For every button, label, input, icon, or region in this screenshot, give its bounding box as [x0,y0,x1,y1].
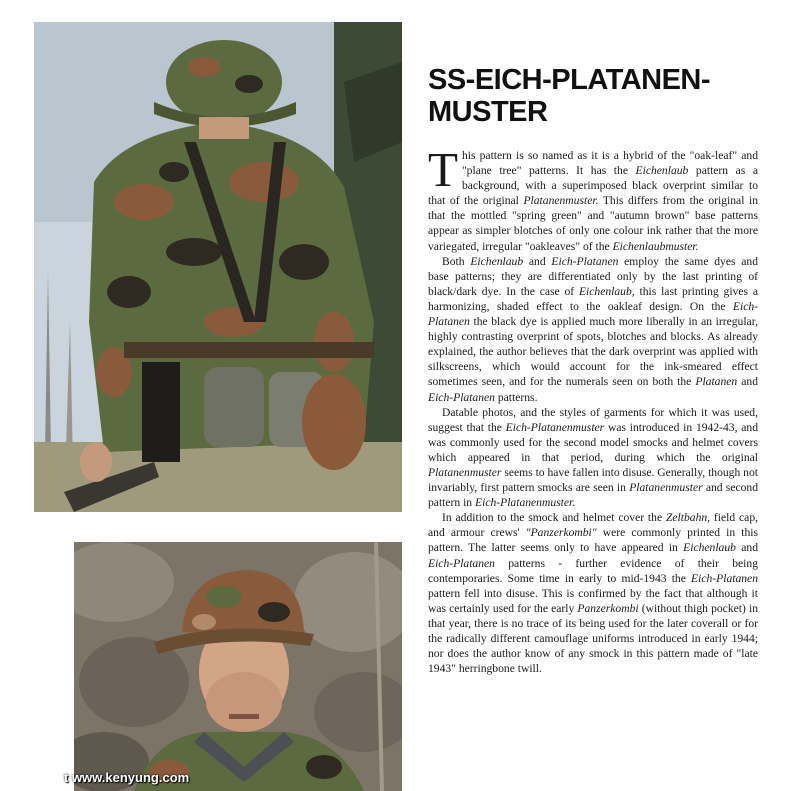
body-text [428,142,759,676]
text-run: Platanenmuster [629,481,703,495]
text-run: Eichenlaub, [578,284,635,298]
text-run: Eich-Platanen [551,254,619,268]
photo-field-cap [74,542,402,791]
text-run: pattern as a background, with a superimposed black overprint similar to that of the original [428,164,759,208]
text-run: employ the same dyes and base patterns; they are differentiated only by the last printing of black/dark dye. In the case of [428,254,758,298]
text-run: Panzerkombi [577,601,639,615]
text-run: and [735,541,758,555]
text-run: was introduced in 1942-43, and was commonly used for the second model smocks and helmet covers which appeared in that period, during which the original [428,420,758,464]
article [428,64,758,676]
photo-soldier-back-image [34,22,402,512]
text-run: and second pattern in [428,481,759,510]
text-run: (without thigh pocket) in that year, there is no trace of its being used for the later coverall or for the radically different camouflage uniforms introduced in early 1944; nor does the author know of any smock in this pattern made of "late 1943" herringbone twill. [428,601,758,676]
text-run: patterns. [494,390,538,404]
text-run: Eich-Platanenmuster [505,420,605,434]
text-run: were commonly printed in this pattern. The latter seems only to have appeared in [428,526,759,555]
text-run: and [523,254,552,268]
text-run: Platanen [695,375,738,389]
text-run: Datable photos, and the styles of garments for which it was used, suggest that the [428,405,758,434]
photo-soldier-back [34,22,402,512]
page-title [428,64,758,128]
text-run: this last printing gives a harmonizing, shaded effect to the oakleaf design. On the [428,284,758,313]
text-run: This differs from the original in that the mottled "spring green" and "autumn brown" base patterns appear as simpler blotches of only one colour ink rather that the more variegated, irregular "oakleaves" of the [428,194,758,253]
paragraph [428,510,758,676]
paragraph [428,142,759,254]
dropcap: T [428,142,458,197]
text-run: seems to have fallen into disuse. Generally, though not invariably, first pattern smocks are seen in [428,465,758,495]
text-run: Eich-Platanen [428,556,495,570]
text-run: pattern fell into disuse. This is confirmed by the fact that although it was certainly used for the early [428,586,758,615]
text-run: his pattern is so named as it is a hybrid of the "oak-leaf" and "plane tree" patterns. It has the [461,149,758,178]
text-run: Eichenlaub [683,541,736,555]
text-run: Eich-Platanenmuster. [475,496,576,510]
page-title-line-2: MUSTER [428,96,548,128]
text-run: Eich-Platanen [691,571,758,585]
text-run: In addition to the smock and helmet cover the [442,511,666,525]
text-run: Platanenmuster. [523,194,599,208]
text-run: Eich-Platanen [428,390,495,404]
photo-field-cap-image [74,542,402,791]
text-run: Eichenlaub [470,254,524,268]
text-run: patterns - further evidence of their being contemporaries. Some time in early to mid-1943 the [428,556,758,585]
text-run: Platanenmuster [428,465,502,479]
text-run: and [737,375,758,389]
text-run: Eich-Platanen [428,299,758,329]
text-run: the black dye is applied much more liberally in an irregular, highly contrasting overprint of spots, blotches and blocks. As already explained, the author believes that the dark overprint was applied with silkscreens, which would account for the ink-smeared effect sometimes seen, and for the numerals seen on both the [428,315,758,389]
text-run: "Panzerkombi" [525,526,597,540]
text-run: Eichenlaub [635,164,689,178]
text-run: Both [442,254,471,268]
paragraph [428,405,758,511]
paragraph [428,254,758,405]
text-run: field cap, and armour crews' [428,511,759,540]
text-run: Zeltbahn, [665,511,711,525]
watermark: t www.kenyung.com [64,770,190,785]
text-run: Eichenlaubmuster. [612,239,699,253]
page-title-line-1: SS-EICH-PLATANEN- [428,64,711,96]
